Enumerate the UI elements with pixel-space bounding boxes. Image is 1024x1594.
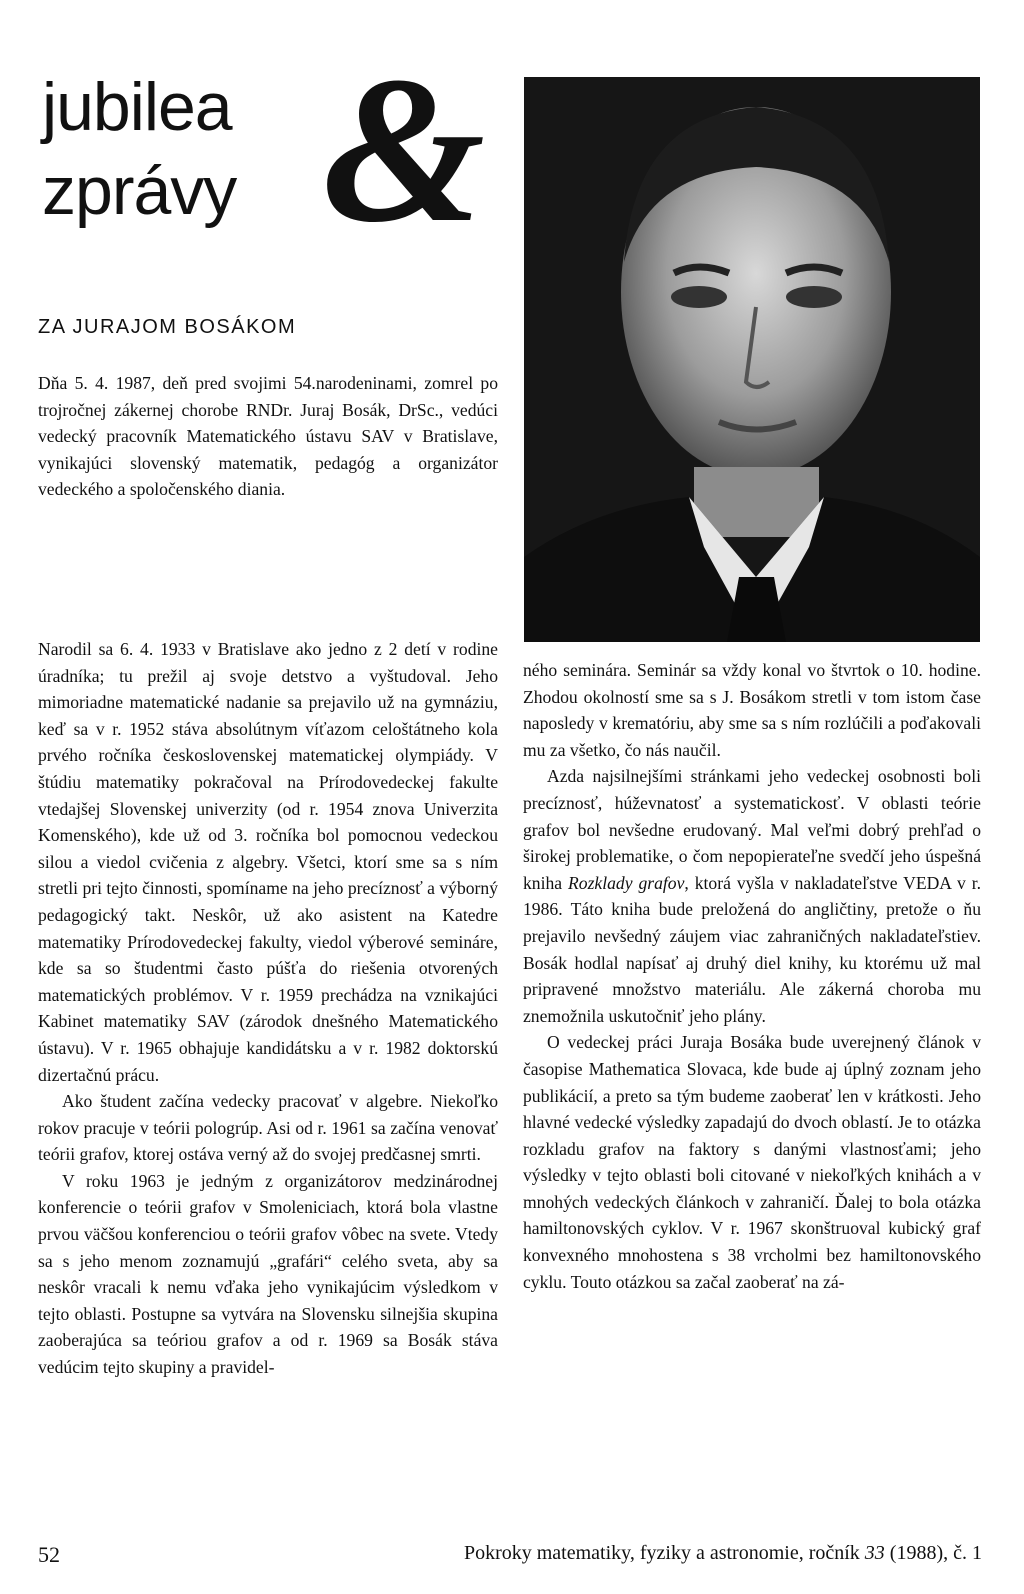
strengths-text-end: , ktorá vyšla v nakladateľstve VEDA v r. 1986. Táto kniha bude preložená do angličtiny, pretože o ňu prejavilo nevšedný záujem viac zahraničných nakladateľstiev. Bosák hodlal napísať aj druhý diel knihy, ku ktorému už mal pripravené množstvo materiálu. Ale zákerná choroba mu znemožnila uskutočniť jeho plány. (523, 872, 981, 1026)
journal-citation (464, 1542, 982, 1565)
text-column-right (523, 657, 981, 1295)
paragraph-seminar: ného seminára. Seminár sa vždy konal vo štvrtok o 10. hodine. Zhodou okolností sme sa s J. Bosákom stretli v tom istom čase naposledy v krematóriu, aby sme sa s ním rozlúčili a poďakovali mu za všetko, čo nás naučil. (523, 660, 981, 760)
text-column-left-top (38, 370, 498, 503)
paragraph-conference: V roku 1963 je jedným z organizátorov medzinárodnej konferencie o teórii grafov v Smoleniciach, ktorá bola vlastne prvou väčšou konferenciou o teórii grafov vôbec na svete. Vtedy sa s jeho menom zoznamujú „grafári“ celého sveta, aby sa neskôr vracali k nemu vďaka jeho vynikajúcim výsledkom v tejto oblasti. Postupne sa vytvára na Slovensku silnejšia skupina zaoberajúca sa teóriou grafov a od r. 1969 sa Bosák stáva vedúcim tejto skupiny a pravidel- (38, 1170, 498, 1378)
page-number: 52 (38, 1542, 60, 1567)
book-title: Rozklady grafov (568, 872, 685, 893)
journal-issue: (1988), č. 1 (884, 1542, 982, 1564)
portrait-icon (524, 77, 980, 642)
portrait-photo (524, 77, 980, 642)
paragraph-strengths (523, 763, 981, 1029)
article-title: ZA JURAJOM BOSÁKOM (38, 316, 297, 338)
heading-jubilea: jubilea (42, 69, 232, 145)
text-column-left (38, 636, 498, 1381)
journal-volume: 33 (864, 1542, 885, 1564)
paragraph-born: Narodil sa 6. 4. 1933 v Bratislave ako jedno z 2 detí v rodine úradníka; tu prežil aj svoje detstvo a vyštudoval. Jeho mimoriadne matematické nadanie sa prejavilo už na gymnáziu, keď sa v r. 1952 stáva absolútnym víťazom celoštátneho kola prvého ročníka československej matematickej olympiády. V štúdiu matematiky pokračoval na Prírodovedeckej fakulte vtedajšej Slovenskej univerzity (od r. 1954 znova Univerzita Komenského), kde už od 3. ročníka bol pomocnou vedeckou silou a viedol cvičenia z algebry. Všetci, ktorí sme sa s ním stretli pri tejto činnosti, spomíname na jeho precíznosť a výborný pedagogický takt. Neskôr, už ako asistent na Katedre matematiky Prírodovedeckej fakulty, viedol výberové semináre, kde sa so študentmi často púšťa do riešenia otvorených matematických problémov. V r. 1959 prechádza na vznikajúci Kabinet matematiky SAV (zárodok dnešného Matematického ústavu). V r. 1965 obhajuje kandidátsku a v r. 1982 doktorskú dizertačnú prácu. (38, 639, 498, 1085)
ampersand-logo: & (322, 34, 486, 266)
heading-zpravy: zprávy (42, 153, 237, 229)
journal-name: Pokroky matematiky, fyziky a astronomie, ročník (463, 1542, 865, 1564)
paragraph-intro: Dňa 5. 4. 1987, deň pred svojimi 54.narodeninami, zomrel po trojročnej zákernej chorobe RNDr. Juraj Bosák, DrSc., vedúci vedecký pracovník Matematického ústavu SAV v Bratislave, vynikajúci slovenský matematik, pedagóg a organizátor vedeckého a spoločenského diania. (38, 373, 498, 500)
paragraph-results: O vedeckej práci Juraja Bosáka bude uverejnený článok v časopise Mathematica Slovaca, kde bude aj úplný zoznam jeho publikácií, a preto sa tým budeme zaoberať len v krátkosti. Jeho hlavné vedecké výsledky zapadajú do dvoch oblastí. Je to otázka rozkladu grafov na faktory s danými vlastnosťami; jeho výsledky v tejto oblasti boli citované v niekoľkých knihách a v mnohých vedeckých článkoch v zahraničí. Ďalej to bola otázka hamiltonovských cyklov. V r. 1967 skonštruoval kubický graf konvexného mnohostena s 38 vrcholmi bez hamiltonovského cyklu. Touto otázkou sa začal zaoberať na zá- (523, 1032, 981, 1292)
strengths-text: Azda najsilnejšími stránkami jeho vedeckej osobnosti boli precíznosť, húževnatosť a systematickosť. V oblasti teórie grafov bol nevšedne erudovaný. Mal veľmi dobrý prehľad o širokej problematike, o čom nepopierateľne svedčí jeho úspešná kniha (523, 766, 981, 893)
paragraph-research-start: Ako študent začína vedecky pracovať v algebre. Niekoľko rokov pracuje v teórii pologrúp. Asi od r. 1961 sa začína venovať teórii grafov, ktorej ostáva verný až do svojej predčasnej smrti. (38, 1091, 498, 1165)
